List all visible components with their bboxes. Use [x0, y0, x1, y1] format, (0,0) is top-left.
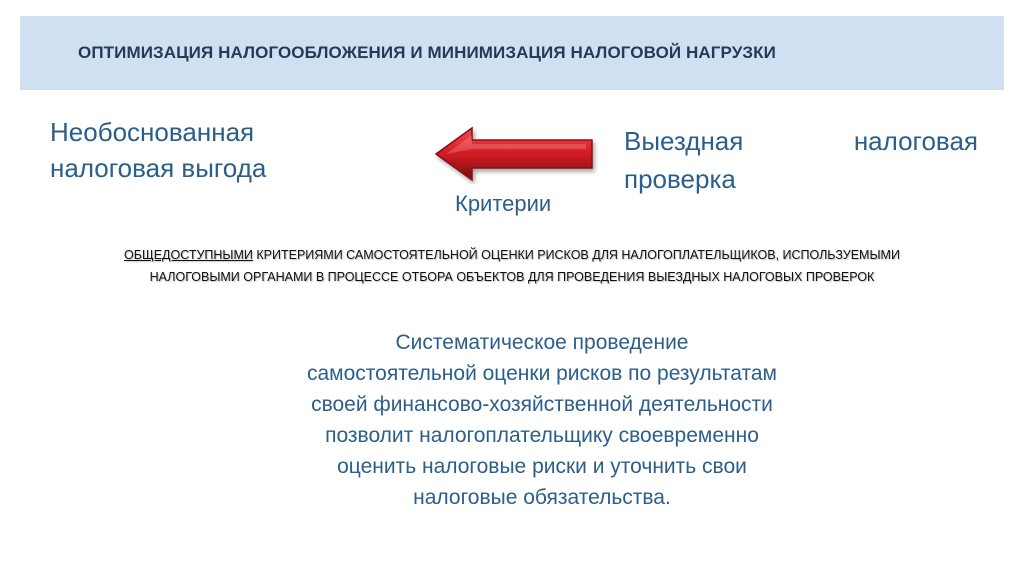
conclusion-line: Систематическое проведение	[395, 331, 689, 354]
conclusion-line: налоговые обязательства.	[413, 486, 671, 509]
slide-title: ОПТИМИЗАЦИЯ НАЛОГООБЛОЖЕНИЯ И МИНИМИЗАЦИЯ НАЛОГОВОЙ НАГРУЗКИ	[78, 43, 776, 62]
criteria-note	[40, 244, 984, 288]
conclusion-line: самостоятельной оценки рисков по результатам	[307, 362, 777, 385]
criteria-label: Критерии	[455, 191, 552, 216]
criteria-note-line2: НАЛОГОВЫМИ ОРГАНАМИ В ПРОЦЕССЕ ОТБОРА ОБЪЕКТОВ ДЛЯ ПРОВЕДЕНИЯ ВЫЕЗДНЫХ НАЛОГОВЫХ ПРОВЕРОК	[149, 270, 875, 284]
right-heading-line2: проверка	[624, 164, 736, 194]
left-heading	[50, 114, 380, 186]
criteria-note-first-word: ОБЩЕДОСТУПНЫМИ	[124, 248, 253, 262]
conclusion-line: оценить налоговые риски и уточнить свои	[337, 455, 747, 478]
conclusion-paragraph	[212, 327, 872, 513]
right-heading-word1: Выездная	[624, 126, 744, 156]
criteria-note-line1: КРИТЕРИЯМИ САМОСТОЯТЕЛЬНОЙ ОЦЕНКИ РИСКОВ ДЛЯ НАЛОГОПЛАТЕЛЬЩИКОВ, ИСПОЛЬЗУЕМЫМИ	[252, 248, 900, 262]
left-arrow-icon	[432, 124, 600, 184]
conclusion-line: позволит налогоплательщику своевременно	[325, 424, 759, 447]
right-heading	[624, 122, 978, 198]
conclusion-line: своей финансово-хозяйственной деятельности	[311, 393, 773, 416]
right-heading-word2: налоговая	[853, 126, 978, 156]
left-heading-line1: Необоснованная	[50, 117, 255, 147]
left-heading-line2: налоговая выгода	[50, 153, 267, 183]
header-band	[20, 16, 1004, 90]
